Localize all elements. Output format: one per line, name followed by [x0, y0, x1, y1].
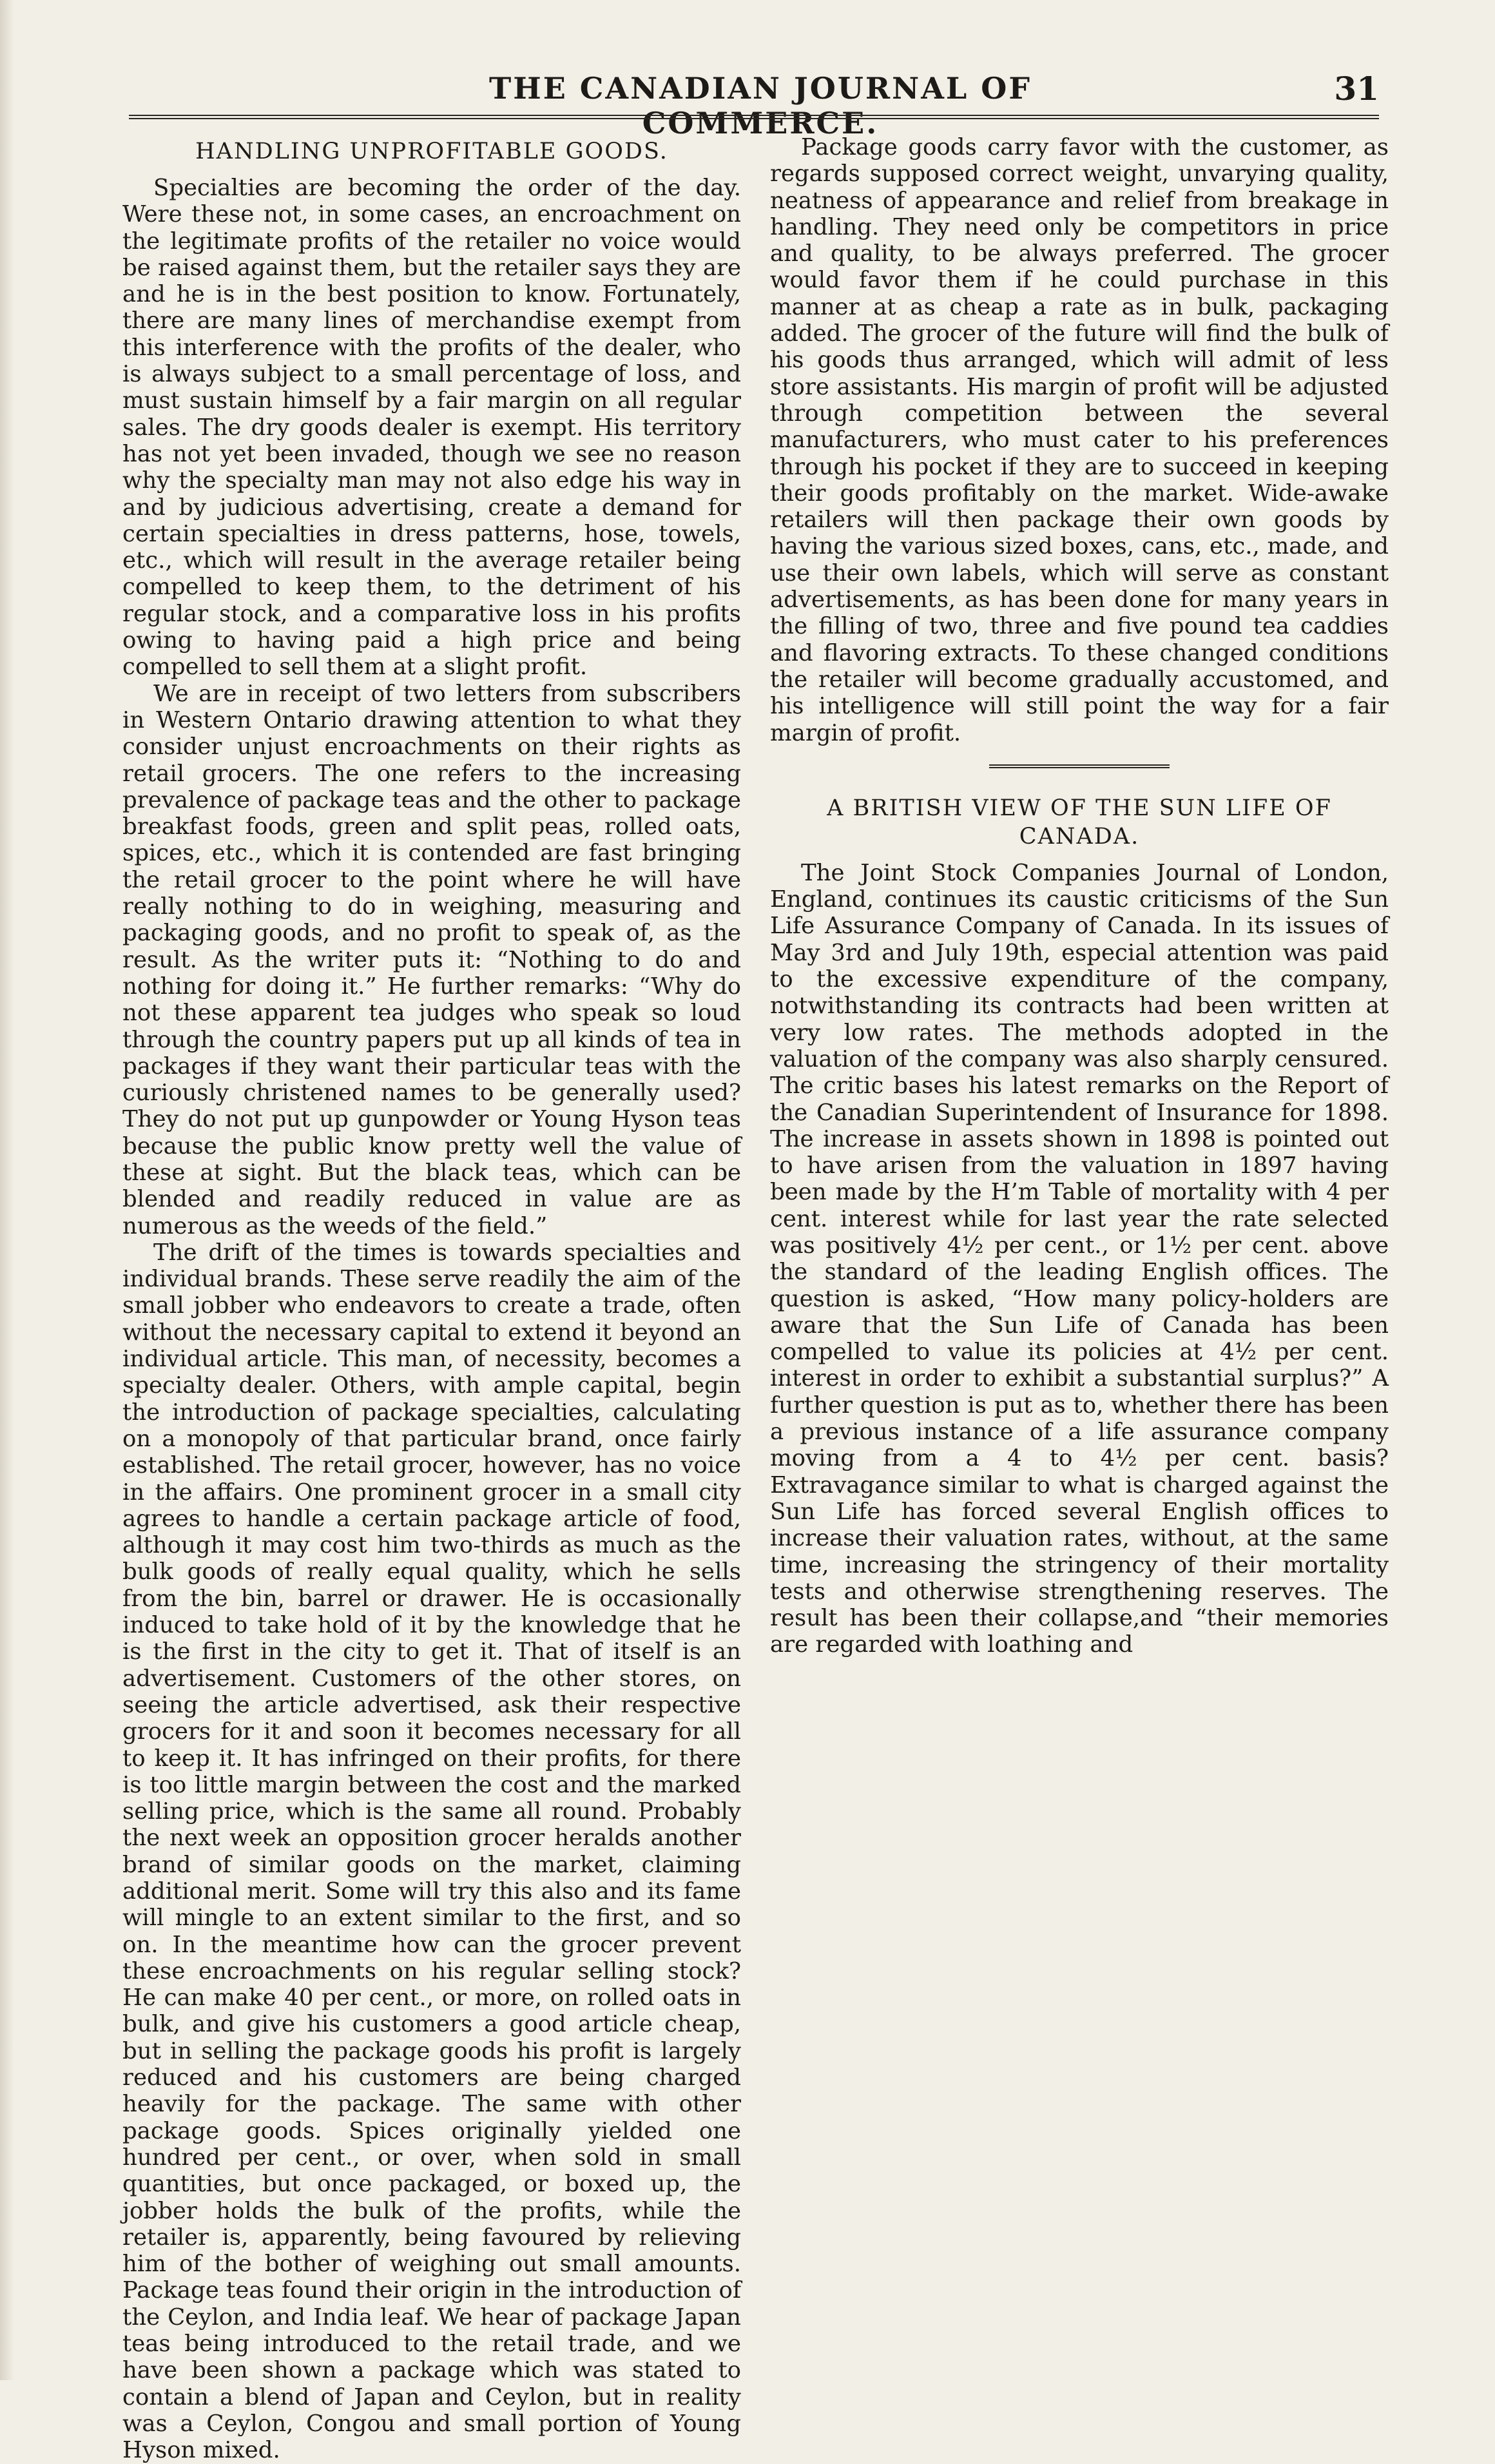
article-paragraph: The drift of the times is towards specialties and individual brands. These serve readily the aim of the small jobber who endeavors to create a trade, often without the necessary capital to extend it beyond an individual article. This man, of necessity, becomes a specialty dealer. Others, with ample capital, begin the introduction of package specialties, calculating on a monopoly of that particular brand, once fairly established. The retail grocer, however, has no voice in the affairs. One prominent grocer in a small city agrees to handle a certain package article of food, although it may cost him two-thirds as much as the bulk goods of really equal quality, which he sells from the bin, barrel or drawer. He is occasionally induced to take hold of it by the knowledge that he is the first in the city to get it. That of itself is an advertisement. Customers of the other stores, on seeing the article advertised, ask their respective grocers for it and soon it becomes necessary for all to keep it. It has infringed on their profits, for there is too little margin between the cost and the marked selling price, which is the same all round. Probably the next week an opposition grocer heralds another brand of similar goods on the market, claiming additional merit. Some will try this also and its fame will mingle to an extent similar to the first, and so on. In the meantime how can the grocer prevent these encroachments on his regular selling stock? He can make 40 per cent., or more, on rolled oats in bulk, and give his customers a good article cheap, but in selling the package goods his profit is largely reduced and his customers are being charged heavily for the package. The same with other package goods. Spices originally yielded one hundred per cent., or over, when sold in small quantities, but once packaged, or boxed up, the jobber holds the bulk of the profits, while the retailer is, apparently, being favoured by relieving him of the bother of weighing out small amounts. Package teas found their origin in the introduction of the Ceylon, and India leaf. We hear of package Japan teas being introduced to the retail trade, and we have been shown a package which was stated to contain a blend of Japan and Ceylon, but in reality was a Ceylon, Congou and small portion of Young Hyson mixed.	[122, 1239, 741, 2464]
article-paragraph: The Joint Stock Companies Journal of London, England, continues its caustic criticisms of the Sun Life Assurance Company of Canada. In its issues of May 3rd and July 19th, especial attention was paid to the excessive expenditure of the company, notwithstanding its contracts had been written at very low rates. The methods adopted in the valuation of the company was also sharply censured. The critic bases his latest remarks on the Report of the Canadian Superintendent of Insurance for 1898. The increase in assets shown in 1898 is pointed out to have arisen from the valuation in 1897 having been made by the H’m Table of mortality with 4 per cent. interest while for last year the rate selected was positively 4½ per cent., or 1½ per cent. above the standard of the leading English offices. The question is asked, “How many policy-holders are aware that the Sun Life of Canada has been compelled to value its policies at 4½ per cent. interest in order to exhibit a substantial surplus?” A further question is put as to, whether there has been a previous instance of a life assurance company moving from a 4 to 4½ per cent. basis? Extravagance similar to what is charged against the Sun Life has forced several English offices to increase their valuation rates, without, at the same time, increasing the stringency of their mortality tests and otherwise strengthening reserves. The result has been their collapse,and “their memories are regarded with loathing and	[770, 859, 1389, 1658]
running-title: THE CANADIAN JOURNAL OF COMMERCE.	[489, 71, 1032, 141]
left-column	[122, 132, 741, 2464]
article-paragraph: Specialties are becoming the order of the day. Were these not, in some cases, an encroachment on the legitimate profits of the retailer no voice would be raised against them, but the retailer says they are and he is in the best position to know. Fortunately, there are many lines of merchandise exempt from this interference with the profits of the dealer, who is always subject to a small percentage of loss, and must sustain himself by a fair margin on all regular sales. The dry goods dealer is exempt. His territory has not yet been invaded, though we see no reason why the specialty man may not also edge his way in and by judicious advertising, create a demand for certain specialties in dress patterns, hose, towels, etc., which will result in the average retailer being compelled to keep them, to the detriment of his regular stock, and a comparative loss in his profits owing to having paid a high price and being compelled to sell them at a slight profit.	[122, 175, 741, 681]
page-header	[129, 64, 1379, 141]
page-edge-shadow	[0, 0, 14, 2380]
article-title: A BRITISH VIEW OF THE SUN LIFE OF CANADA.	[827, 795, 1332, 849]
article-paragraph: Package goods carry favor with the customer, as regards supposed correct weight, unvarying quality, neatness of appearance and relief from breakage in handling. They need only be competitors in price and quality, to be always preferred. The grocer would favor them if he could purchase in this manner at as cheap a rate as in bulk, packaging added. The grocer of the future will find the bulk of his goods thus arranged, which will admit of less store assistants. His margin of profit will be adjusted through competition between the several manufacturers, who must cater to his preferences through his pocket if they are to succeed in keeping their goods profitably on the market. Wide-awake retailers will then package their own goods by having the various sized boxes, cans, etc., made, and use their own labels, which will serve as constant advertisements, as has been done for many years in the filling of two, three and five pound tea caddies and flavoring extracts. To these changed conditions the retailer will become gradually accustomed, and his intelligence will still point the way for a fair margin of profit.	[770, 134, 1389, 746]
right-column	[770, 134, 1389, 1658]
article-title: HANDLING UNPROFITABLE GOODS.	[195, 139, 668, 164]
section-divider	[989, 764, 1170, 768]
header-rule	[129, 115, 1379, 119]
article-paragraph: We are in receipt of two letters from subscribers in Western Ontario drawing attention to what they consider unjust encroachments on their rights as retail grocers. The one refers to the increasing prevalence of package teas and the other to package breakfast foods, green and split peas, rolled oats, spices, etc., which it is contended are fast bringing the retail grocer to the point where he will have really nothing to do in weighing, measuring and packaging goods, and no profit to speak of, as the result. As the writer puts it: “Nothing to do and nothing for doing it.” He further remarks: “Why do not these apparent tea judges who speak so loud through the country papers put up all kinds of tea in packages if they want their particular teas with the curiously christened names to be generally used? They do not put up gunpowder or Young Hyson teas because the public know pretty well the value of these at sight. But the black teas, which can be blended and readily reduced in value are as numerous as the weeds of the field.”	[122, 680, 741, 1239]
page-number: 31	[1334, 70, 1379, 108]
